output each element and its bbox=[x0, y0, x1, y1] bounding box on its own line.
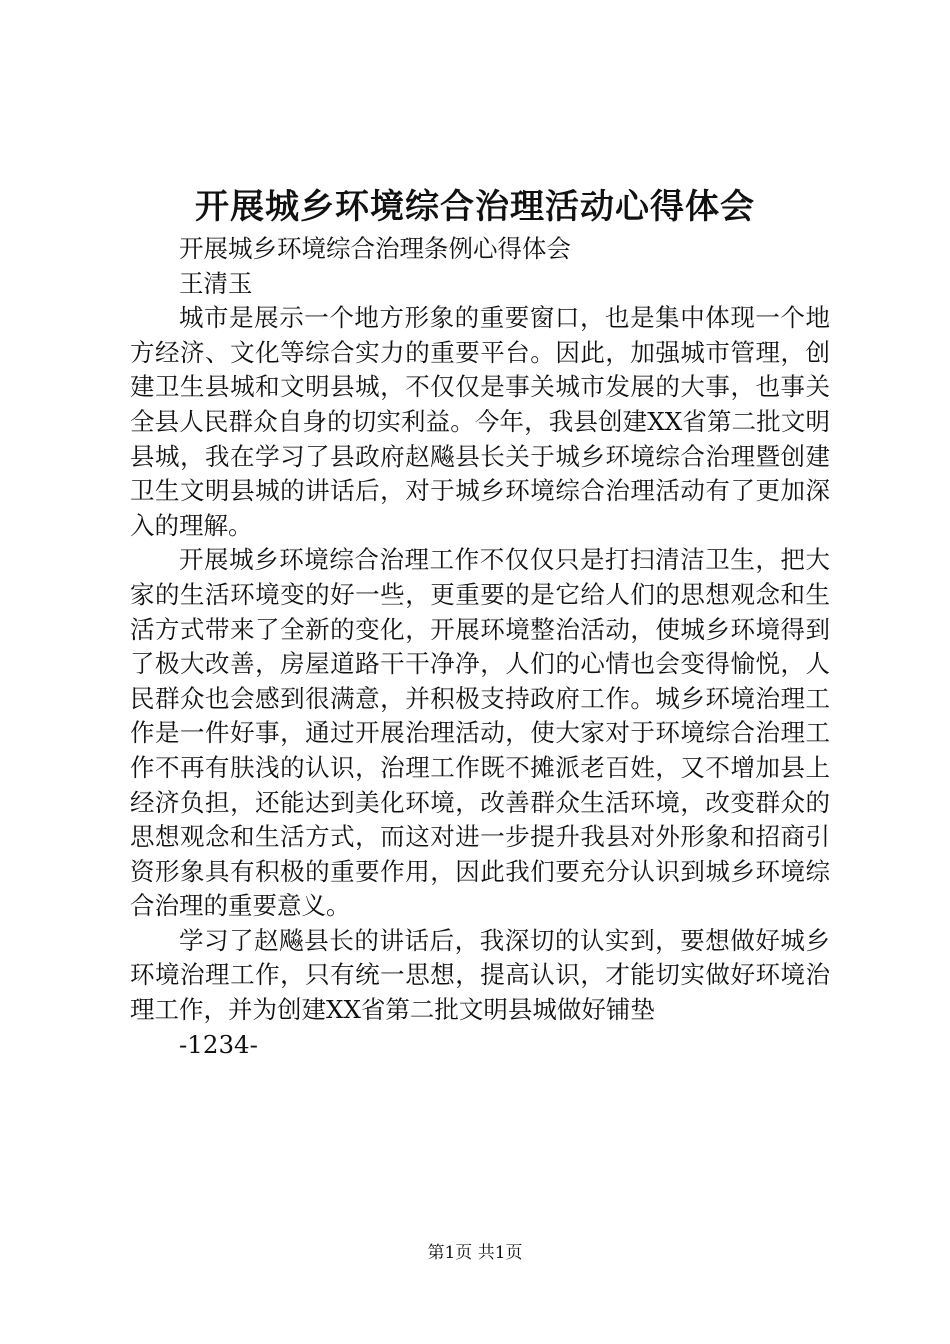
document-body bbox=[130, 232, 830, 1062]
paragraph-2: 开展城乡环境综合治理工作不仅仅只是打扫清洁卫生，把大家的生活环境变的好一些，更重要的是它给人们的思想观念和生活方式带来了全新的变化，开展环境整治活动，使城乡环境得到了极大改善，房屋道路干干净净，人们的心情也会变得愉悦，人民群众也会感到很满意，并积极支持政府工作。城乡环境治理工作是一件好事，通过开展治理活动，使大家对于环境综合治理工作不再有肤浅的认识，治理工作既不摊派老百姓，又不增加县上经济负担，还能达到美化环境，改善群众生活环境，改变群众的思想观念和生活方式，而这对进一步提升我县对外形象和招商引资形象具有积极的重要作用，因此我们要充分认识到城乡环境综合治理的重要意义。 bbox=[130, 545, 830, 921]
page-marker: -1234- bbox=[179, 1029, 258, 1059]
paragraph-1: 城市是展示一个地方形象的重要窗口，也是集中体现一个地方经济、文化等综合实力的重要平台。因此，加强城市管理，创建卫生县城和文明县城，不仅仅是事关城市发展的大事，也事关全县人民群众自身的切实利益。今年，我县创建XX省第二批文明县城，我在学习了县政府赵飚县长关于城乡环境综合治理暨创建卫生文明县城的讲话后，对于城乡环境综合治理活动有了更加深入的理解。 bbox=[130, 303, 830, 540]
author-line: 王清玉 bbox=[179, 268, 253, 298]
paragraph-3: 学习了赵飚县长的讲话后，我深切的认实到，要想做好城乡环境治理工作，只有统一思想，提高认识，才能切实做好环境治理工作，并为创建XX省第二批文明县城做好铺垫 bbox=[130, 925, 830, 1025]
document-title: 开展城乡环境综合治理活动心得体会 bbox=[195, 187, 755, 227]
page-footer: 第1页 共1页 bbox=[427, 1243, 523, 1263]
subtitle-line: 开展城乡环境综合治理条例心得体会 bbox=[179, 234, 571, 263]
